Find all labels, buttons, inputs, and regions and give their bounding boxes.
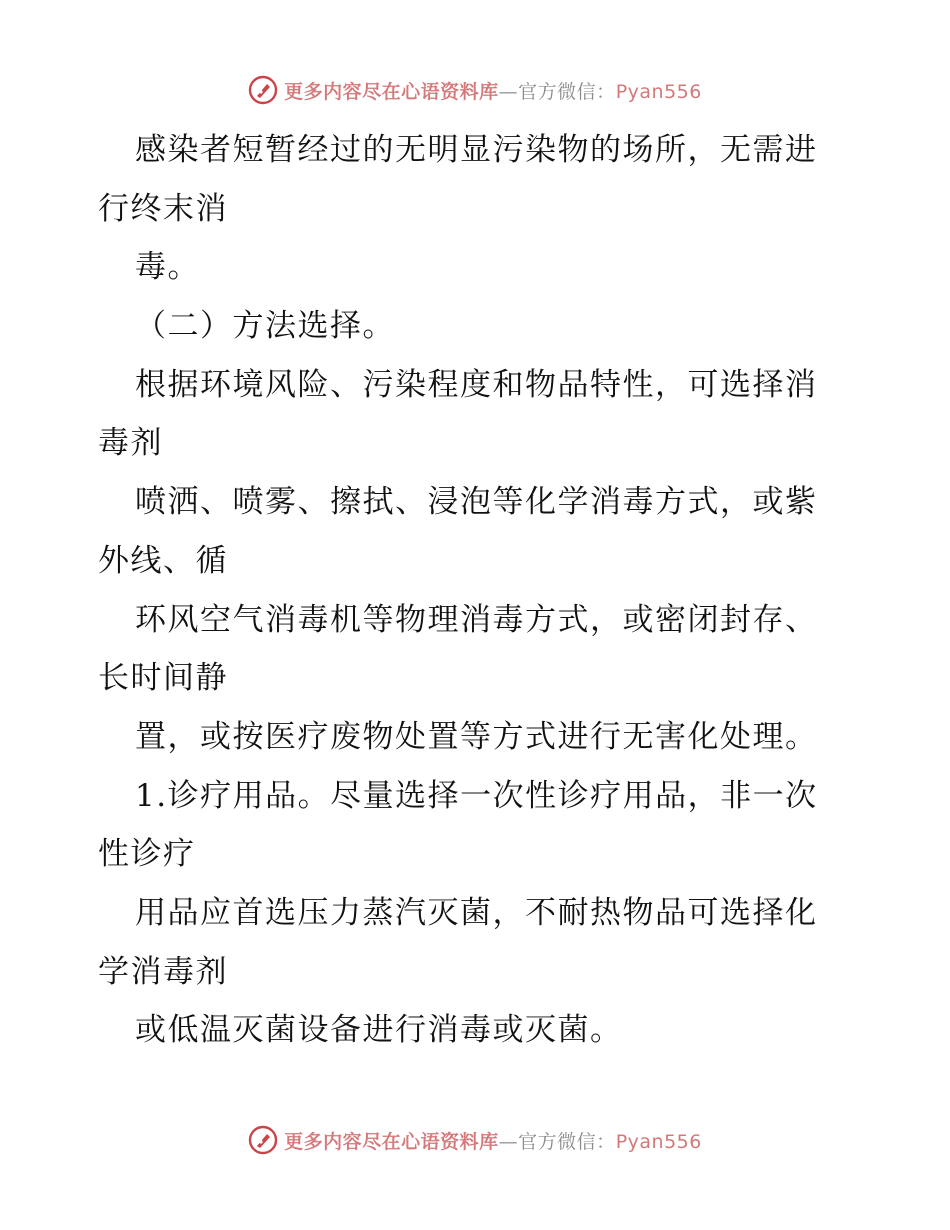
watermark-separator: — [498,1130,519,1153]
text-line: （二）方法选择。 [135,308,395,345]
text-line: 环风空气消毒机等物理消毒方式，或密闭封存、 [135,601,818,638]
watermark-wechat-id: Pyan556 [615,1130,702,1153]
text-line: 用品应首选压力蒸汽灭菌，不耐热物品可选择化 [135,894,818,931]
watermark-site: 更多内容尽在心语资料库 [284,80,499,103]
text-line: 毒剂 [98,425,163,462]
text-line: 置，或按医疗废物处置等方式进行无害化处理。 [135,718,818,755]
text-line: 1.诊疗用品。尽量选择一次性诊疗用品，非一次 [135,777,818,814]
text-line: 长时间静 [98,660,228,697]
document-body [98,121,878,1060]
text-line: 喷洒、喷雾、擦拭、浸泡等化学消毒方式，或紫 [135,484,818,521]
watermark-wechat-label: 官方微信： [518,1130,616,1153]
watermark-separator: — [498,80,519,103]
text-line: 行终末消 [98,190,228,227]
watermark-wechat-id: Pyan556 [615,80,702,103]
watermark-text [284,1127,702,1154]
pen-nib-logo-icon [248,75,278,105]
text-line: 感染者短暂经过的无明显污染物的场所，无需进 [135,132,818,168]
watermark-wechat-label: 官方微信： [518,80,616,103]
text-line: 或低温灭菌设备进行消毒或灭菌。 [135,1012,623,1049]
text-line: 性诊疗 [98,836,196,873]
pen-nib-logo-icon [248,1125,278,1155]
watermark-site: 更多内容尽在心语资料库 [284,1130,499,1153]
footer-watermark [0,1120,950,1160]
header-watermark [0,70,950,110]
watermark-text [284,77,702,104]
text-line: 毒。 [135,249,200,286]
text-line: 根据环境风险、污染程度和物品特性，可选择消 [135,366,818,403]
text-line: 学消毒剂 [98,953,228,990]
text-line: 外线、循 [98,542,228,579]
